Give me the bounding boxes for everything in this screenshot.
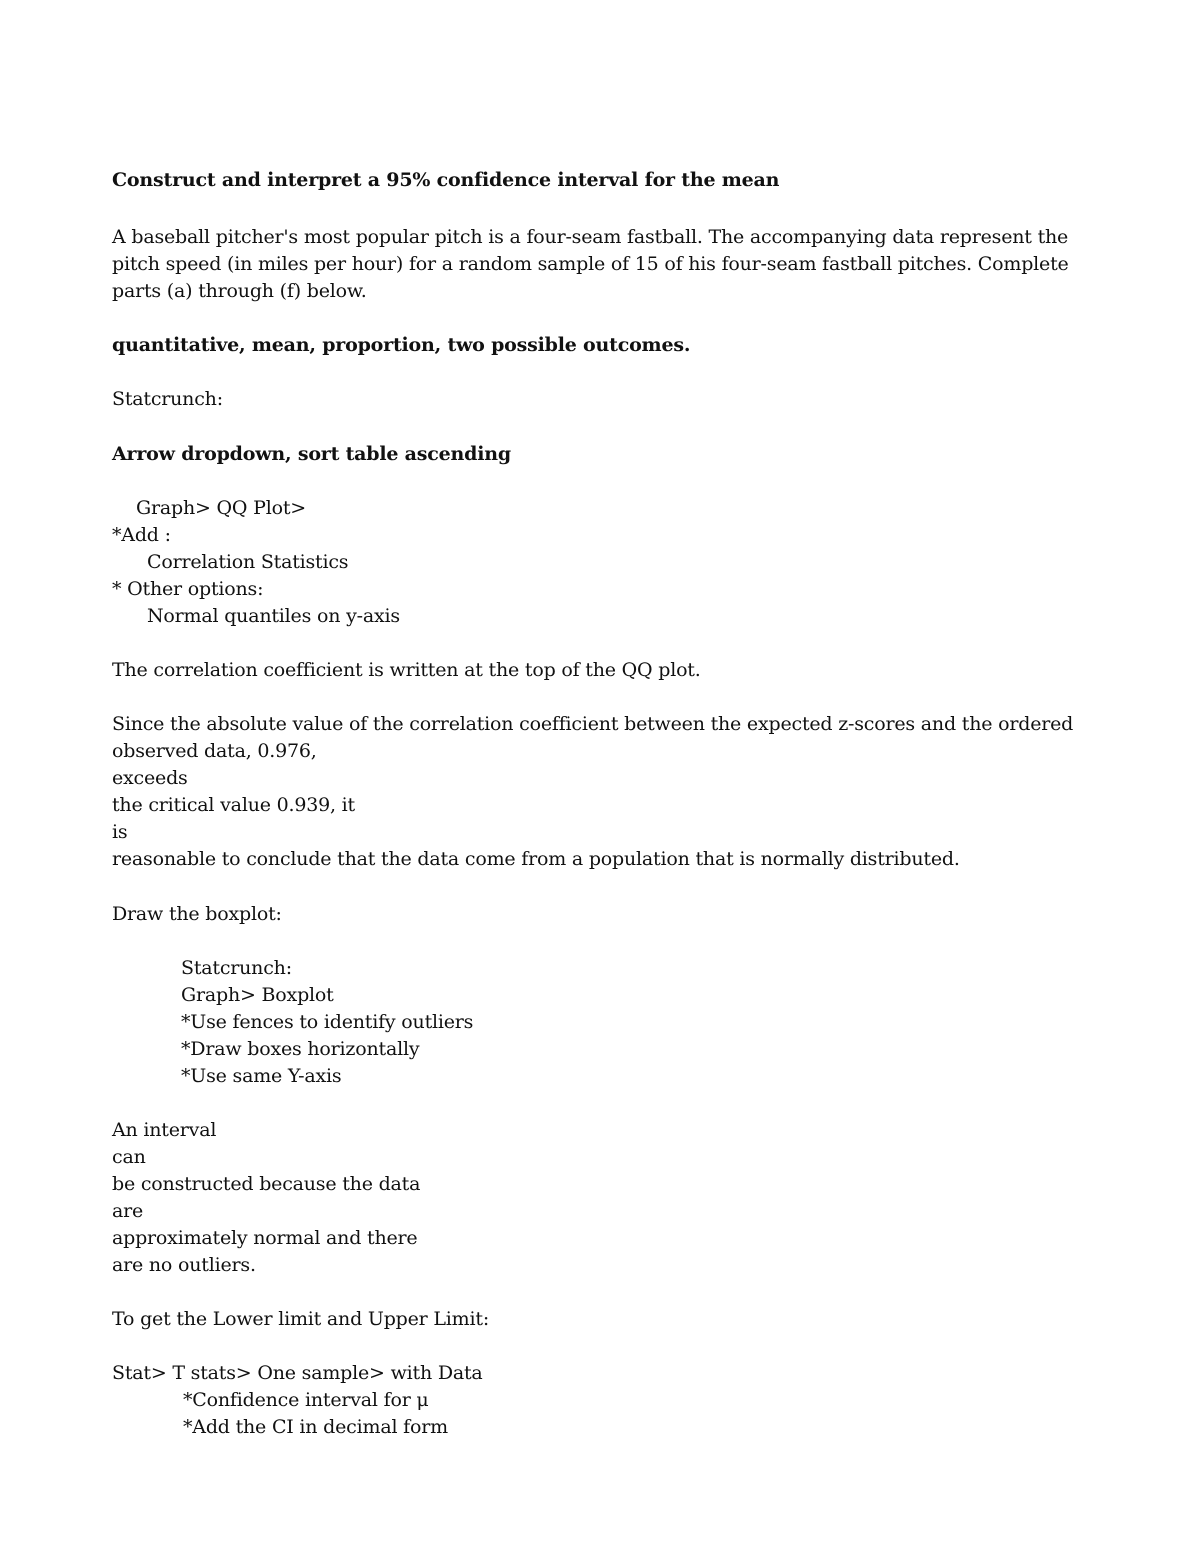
boxplot-step-same-axis: *Use same Y-axis	[181, 1065, 342, 1087]
boxplot-step-horizontal: *Draw boxes horizontally	[181, 1038, 420, 1060]
interval-line-1: An interval	[112, 1119, 217, 1141]
keywords-line: quantitative, mean, proportion, two possible outcomes.	[112, 334, 691, 356]
intro-line-3: parts (a) through (f) below.	[112, 280, 367, 302]
interval-line-2: can	[112, 1146, 146, 1168]
boxplot-step-statcrunch: Statcrunch:	[181, 957, 292, 979]
conclusion-line-5: is	[112, 821, 128, 843]
interval-line-4: are	[112, 1200, 144, 1222]
limits-step-stat: Stat> T stats> One sample> with Data	[112, 1362, 483, 1384]
interval-line-3: be constructed because the data	[112, 1173, 421, 1195]
boxplot-heading: Draw the boxplot:	[112, 903, 282, 925]
boxplot-step-fences: *Use fences to identify outliers	[181, 1011, 474, 1033]
conclusion-line-3: exceeds	[112, 767, 188, 789]
document-title: Construct and interpret a 95% confidence interval for the mean	[112, 169, 780, 191]
intro-line-2: pitch speed (in miles per hour) for a random sample of 15 of his four-seam fastball pitches. Complete	[112, 253, 1069, 275]
conclusion-line-1: Since the absolute value of the correlation coefficient between the expected z-scores and the ordered	[112, 713, 1074, 735]
limits-heading: To get the Lower limit and Upper Limit:	[112, 1308, 490, 1330]
qq-step-normal-quantiles: Normal quantiles on y-axis	[147, 605, 400, 627]
sort-heading: Arrow dropdown, sort table ascending	[112, 443, 511, 465]
qq-step-add: *Add :	[112, 524, 171, 546]
correlation-note: The correlation coefficient is written at the top of the QQ plot.	[112, 659, 701, 681]
qq-step-graph: Graph> QQ Plot>	[136, 497, 306, 519]
boxplot-step-graph: Graph> Boxplot	[181, 984, 334, 1006]
conclusion-line-4: the critical value 0.939, it	[112, 794, 355, 816]
qq-step-correlation: Correlation Statistics	[147, 551, 349, 573]
interval-line-5: approximately normal and there	[112, 1227, 418, 1249]
qq-step-other-options: * Other options:	[112, 578, 264, 600]
conclusion-line-2: observed data, 0.976,	[112, 740, 317, 762]
interval-line-6: are no outliers.	[112, 1254, 256, 1276]
limits-step-decimal: *Add the CI in decimal form	[183, 1416, 448, 1438]
statcrunch-label: Statcrunch:	[112, 388, 223, 410]
limits-step-confidence: *Confidence interval for μ	[183, 1389, 429, 1411]
conclusion-line-6: reasonable to conclude that the data come from a population that is normally distributed.	[112, 848, 960, 870]
intro-line-1: A baseball pitcher's most popular pitch is a four-seam fastball. The accompanying data represent the	[112, 226, 1069, 248]
